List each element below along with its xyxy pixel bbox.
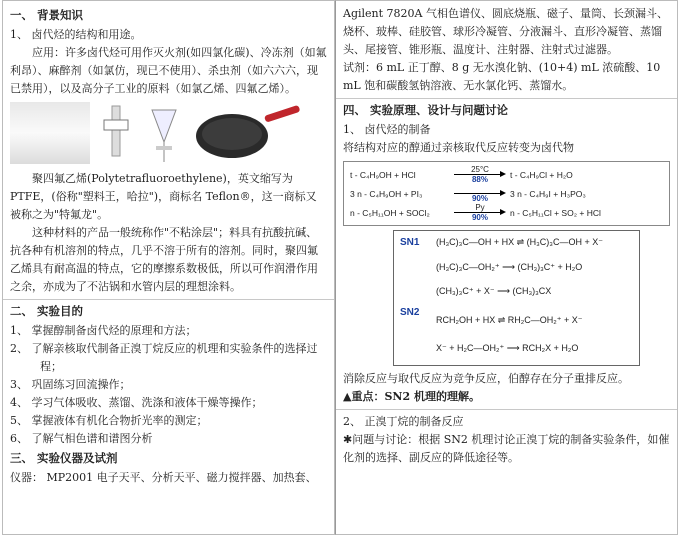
applications-paragraph: 应用：许多卤代烃可用作灭火剂(如四氯化碳)、冷冻剂（如氟利昂）、麻醉剂（如氯仿，现已不使用）、杀虫剂（如六六六，现已禁用），以及高分子工业的原料（如氯乙烯、四氟乙烯）。 [10,46,327,95]
instruments-line: 仪器： MP2001 电子天平、分析天平、磁力搅拌器、加热套、 [10,471,317,484]
right-column [335,0,678,535]
products: n - C₅H₁₁Cl + SO₂ + HCl [510,207,601,218]
product-images [10,102,327,164]
ptfe-paragraph: 聚四氟乙烯(Polytetrafluoroethylene)，英文缩写为 PTFE，(俗称"塑料王，哈拉")，商标名 Teflon®，这一商标又被称之为"特氟龙"。 [10,172,317,221]
mechanism-equation: (CH₃)₃C⁺ + X⁻ ⟶ (CH₃)₃CX [436,286,552,296]
section-goals-title: 二、 实验目的 [10,304,84,318]
goal-item: 6、 了解气相色谱和谱图分析 [10,432,153,445]
reaction-arrow [454,165,506,184]
reaction-box [343,161,670,226]
reactants: 3 n - C₄H₉OH + PI₃ [350,188,423,199]
reaction-row [350,184,663,203]
section-1-1: 1、 卤代烃的结构和用途。 [10,28,142,41]
left-column [2,0,335,535]
ptfe-rods-image [10,102,90,164]
reagents-line: 试剂：6 mL 正丁醇、8 g 无水溴化钠、(10+4) mL 浓硫酸、10 mL 饱和碳酸氢钠溶液、无水氯化钙、蒸馏水。 [343,61,661,92]
yield: 90% [471,213,488,222]
products: t - C₄H₉Cl + H₂O [510,169,573,180]
elimination-note: 消除反应与取代反应为竞争反应，伯醇存在分子重排反应。 [343,372,629,385]
key-point: ▲重点：SN2 机理的理解。 [343,390,480,403]
subsection-4-2: 2、 正溴丁烷的制备反应 [343,415,464,428]
nonstick-pan-image [192,102,302,164]
products: 3 n - C₄H₉I + H₃PO₃ [510,188,586,199]
condition: 25°C [471,165,489,174]
reaction-arrow [454,184,506,203]
mechanism-equation: (H₃C)₃C—OH₂⁺ ⟶ (CH₃)₃C⁺ + H₂O [436,262,583,272]
goal-item: 4、 学习气体吸收、蒸馏、洗涤和液体干燥等操作； [10,396,263,409]
mechanism-equation: (H₃C)₃C—OH + HX ⇌ (H₃C)₃C—OH + X⁻ [436,237,603,247]
reaction-row [350,203,663,222]
goal-item: 2、 了解亲核取代制备正溴丁烷反应的机理和实验条件的选择过程； [10,342,318,373]
goal-item: 1、 掌握醇制备卤代烃的原理和方法； [10,324,197,337]
section-principle-title: 四、 实验原理、设计与问题讨论 [343,103,509,117]
reactants: t - C₄H₉OH + HCl [350,169,416,180]
mechanism-equation: X⁻ + H₂C—OH₂⁺ ⟶ RCH₂X + H₂O [436,343,579,353]
condition: Py [475,203,485,212]
goal-item: 3、 巩固练习回流操作； [10,378,131,391]
mechanism-box [393,230,640,366]
goal-item: 5、 掌握液体有机化合物折光率的测定； [10,414,208,427]
subsection-4-1-desc: 将结构对应的醇通过亲核取代反应转变为卤代物 [343,141,574,154]
yield: 90% [471,194,488,203]
instruments-continued: Agilent 7820A 气相色谱仪、圆底烧瓶、磁子、量筒、长颈漏斗、烧杯、玻棒、硅胶管、球形冷凝管、分液漏斗、直形冷凝管、蒸馏头、尾接管、锥形瓶、温度计、注射器、注射式过滤器。 [343,7,668,56]
section-instruments-title: 三、 实验仪器及试剂 [10,451,118,465]
yield: 88% [471,175,488,184]
sn1-label: SN1 [400,237,420,248]
subsection-4-1: 1、 卤代烃的制备 [343,123,431,136]
discussion-question: ✱问题与讨论：根据 SN2 机理讨论正溴丁烷的制备实验条件，如催化剂的选择、副反应的降低途径等。 [343,433,670,464]
reactants: n - C₅H₁₁OH + SOCl₂ [350,207,430,218]
ptfe-properties-paragraph: 这种材料的产品一般统称作"不粘涂层"；料具有抗酸抗碱、抗各种有机溶剂的特点，几乎不溶于所有的溶剂。同时，聚四氟乙烯具有耐高温的特点，它的摩擦系数极低，所以可作润滑作用之余，亦成为了不沾锅和水管内层的理想涂料。 [10,226,318,293]
sn2-label: SN2 [400,307,420,318]
reaction-arrow [454,203,506,222]
section-background-title: 一、 背景知识 [10,8,84,22]
mechanism-equation: RCH₂OH + HX ⇌ RH₂C—OH₂⁺ + X⁻ [436,315,583,325]
ptfe-stopcock-image [96,102,136,164]
separatory-funnel-image [142,102,186,164]
reaction-row [350,165,663,184]
